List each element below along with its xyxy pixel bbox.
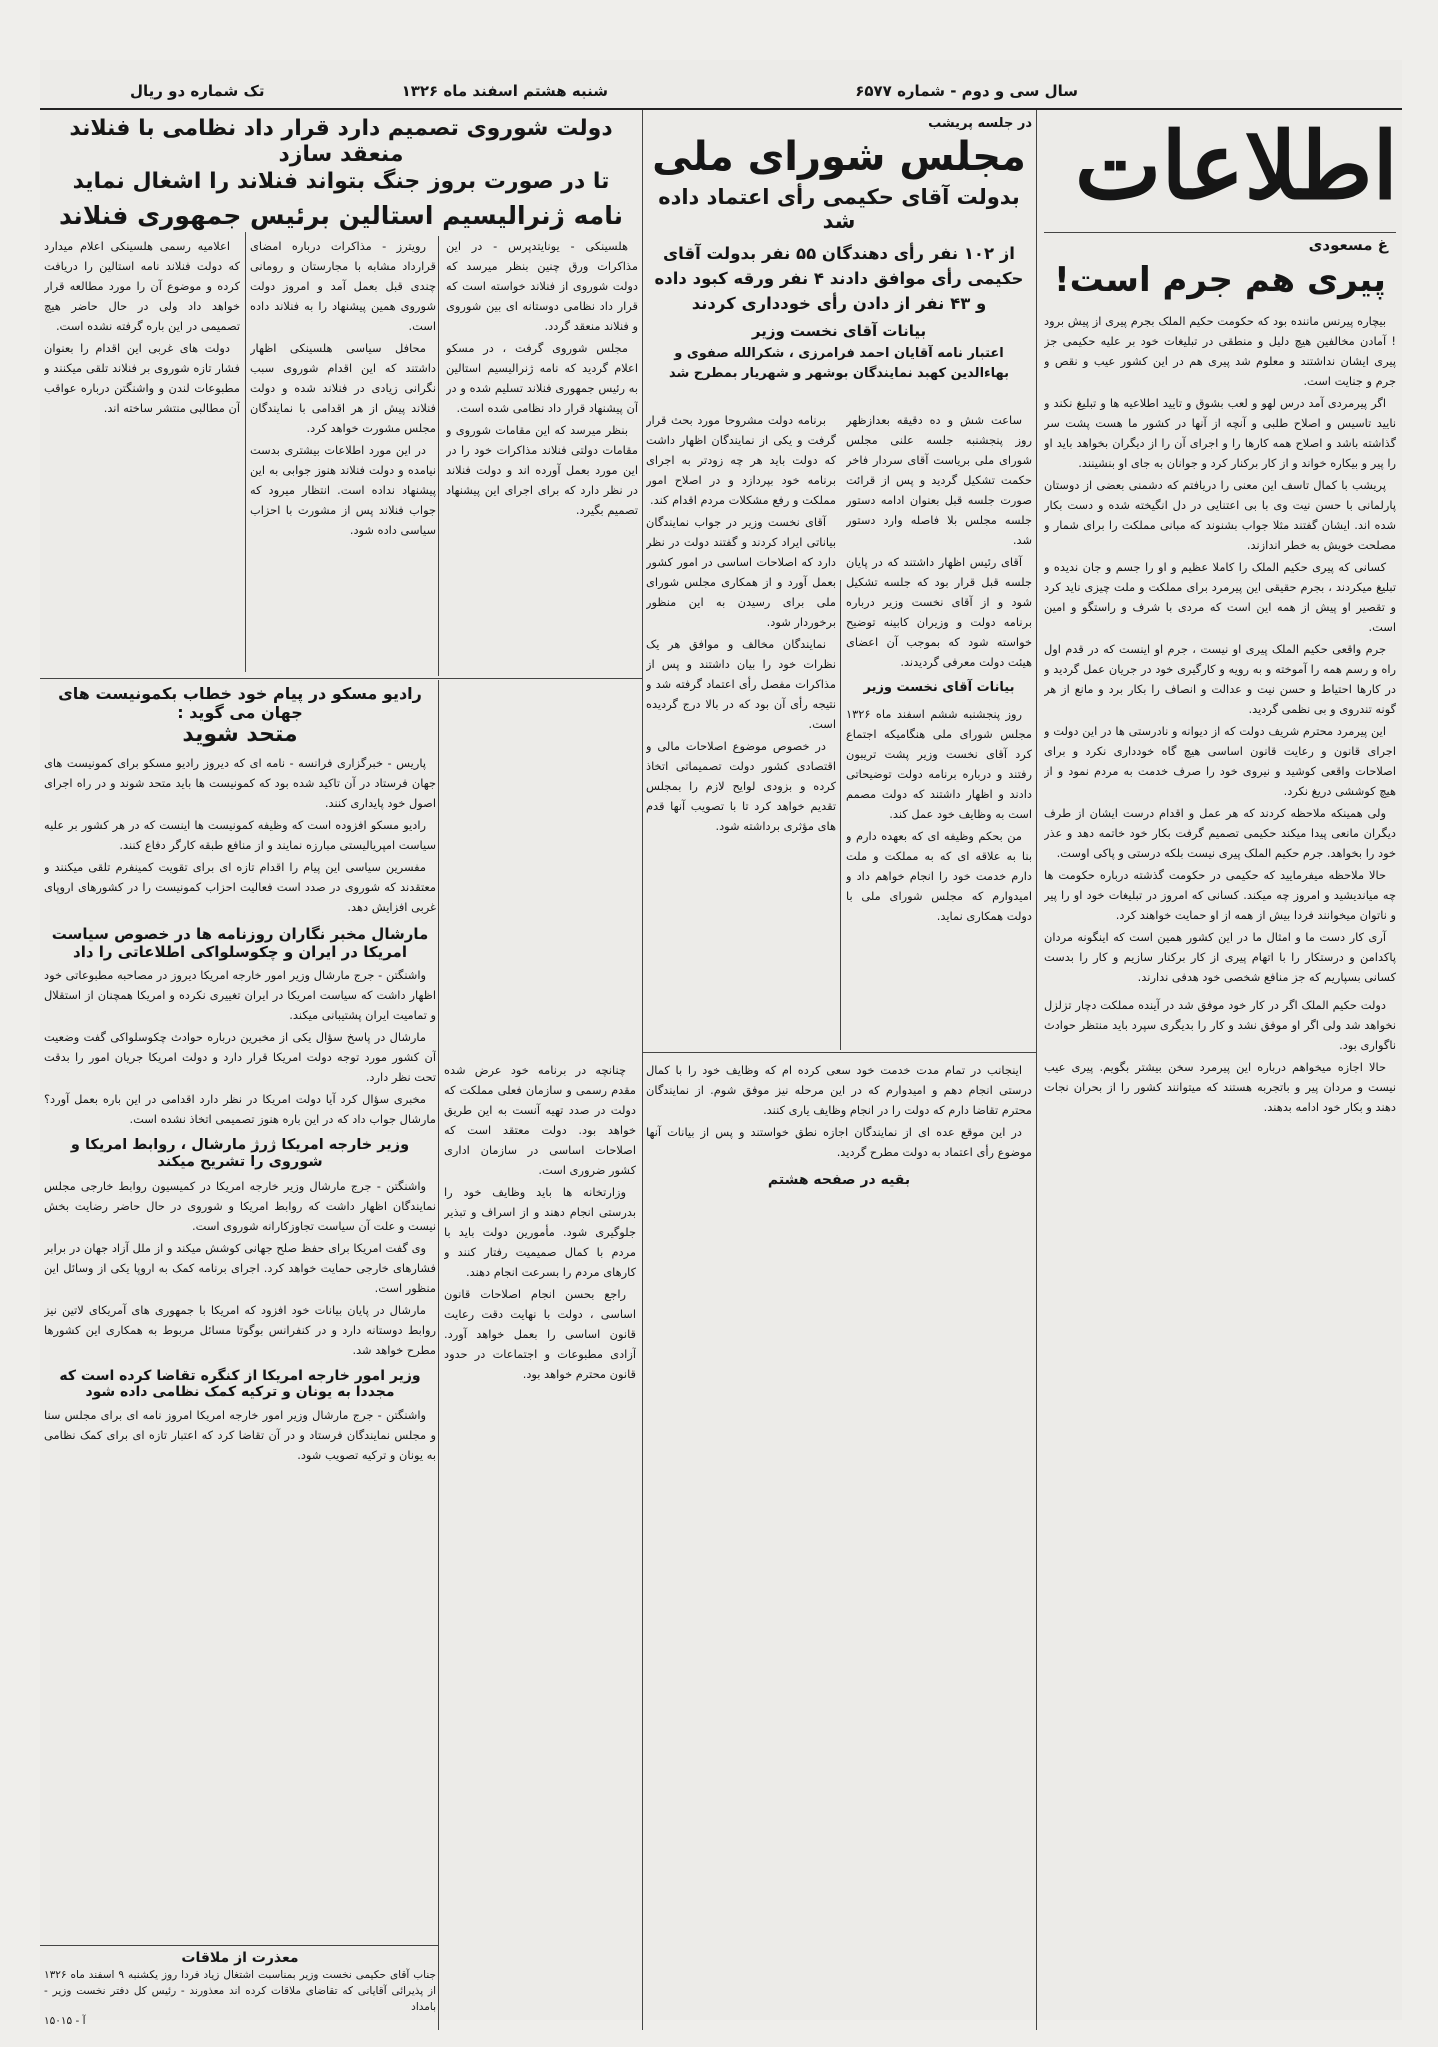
section-rule <box>40 678 642 679</box>
finland-headline <box>44 116 638 232</box>
marshall-headline-line: امریکا در ایران و چکوسلواکی اطلاعاتی را داد <box>73 942 407 961</box>
continued-note: بقیه در صفحه هشتم <box>767 1172 911 1188</box>
majlis-kicker: در جلسه پریشب <box>928 116 1032 131</box>
paragraph: دولت حکیم الملک اگر در کار خود موفق شد در آینده مملکت دچار تزلزل نخواهد شد ولی اگر او موفق نشد و کار را بدیگری سپرد باید منتظر حوادث ناگواری بود. <box>1044 997 1396 1052</box>
marshall-body <box>44 965 436 1129</box>
paragraph: وزارتخانه ها باید وظایف خود را بدرستی انجام دهند و از اسراف و تبذیر جلوگیری شود. مأمورین دولت باید با مردم با کمال صمیمیت رفتار کنند و کارهای مردم را بسرعت انجام دهند. <box>444 1185 636 1279</box>
majlis-body <box>846 410 1032 926</box>
paragraph: پاریس - خبرگزاری فرانسه - نامه ای که دیروز رادیو مسکو برای کمونیست های جهان فرستاد در آن تاکید شده بود که کمونیست ها باید متحد شوند و در راه اجرای اصول خود پایداری کنند. <box>44 755 436 810</box>
marshall-body <box>44 1176 436 1360</box>
paragraph: واشنگتن - جرج مارشال وزیر امور خارجه امریکا امروز نامه ای برای مجلس سنا و مجلس نمایندگان فرستاد و در آن تقاضا کرد که اعتبار تازه ای برای کمک نظامی به یونان و ترکیه تصویب شود. <box>44 1408 436 1463</box>
finland-col-middle <box>250 236 436 672</box>
finland-col-left <box>44 236 240 672</box>
column-rule <box>840 580 841 1050</box>
paragraph: حالا اجازه میخواهم درباره این پیرمرد سخن بیشتر بگویم. پیری عیب نیست و مردان پیر و باتجربه هستند که میتوانند کشور را از بحران نجات دهند و بکار خود ادامه بدهند. <box>1044 1059 1396 1114</box>
paragraph: واشنگتن - جرج مارشال وزیر امور خارجه امریکا دیروز در مصاحبه مطبوعاتی خود اظهار داشت که سیاست امریکا در ایران تغییری نکرده و امریکا همچنان از استقلال و تمامیت ایران پشتیبانی میکند. <box>44 967 436 1022</box>
paragraph: این پیرمرد محترم شریف دولت که از دیوانه و نادرستی ها در این دولت و اجرای قانون و رعایت قانون اساسی هیچ گاه خودداری نکرد و برای اصلاحات واقعی کوشید و نیروی خود را صرف خدمت به مردم نمود و از هیچ کوششی دریغ نکرد. <box>1044 723 1396 798</box>
paragraph: دولت های غربی این اقدام را بعنوان فشار تازه شوروی بر فنلاند تلقی میکنند و مطبوعات لندن و واشنگتن درباره عواقب آن مطالبی منتشر ساخته اند. <box>44 341 240 415</box>
marshall-headline-line: مارشال مخبر نگاران روزنامه ها در خصوص سیاست <box>51 924 429 943</box>
editorial-byline: غ مسعودی <box>1308 236 1388 254</box>
marshall-final-head: وزیر امور خارجه امریکا از کنگره تقاضا کرده است که مجددا به یونان و ترکیه کمک نظامی داده شود <box>59 1367 421 1401</box>
finland-body <box>250 236 436 540</box>
apology-notice <box>44 1950 436 2026</box>
paragraph: روز پنجشنبه ششم اسفند ماه ۱۳۲۶ مجلس شورای ملی هنگامیکه اجتماع کرد آقای نخست وزیر پشت تریبون رفتند و درباره برنامه دولت توضیحاتی دادند و اظهار داشتند که دولت مصمم است به وظایف خود عمل کند. <box>846 707 1032 821</box>
majlis-body-left <box>646 410 836 1050</box>
speech-col-center <box>646 1060 1032 2026</box>
radio-headline-line: متحد شوید <box>182 722 298 748</box>
paragraph: آقای رئیس اظهار داشتند که در پایان جلسه قبل قرار بود که جلسه تشکیل شود و از آقای نخست وزیر درباره برنامه دولت و وزیران کابینه توضیح خواسته شود که بموجب آن اعضای هیئت دولت معرفی گردیدند. <box>846 555 1032 669</box>
issue-date: شنبه هشتم اسفند ماه ۱۳۲۶ <box>401 82 608 100</box>
paragraph: محافل سیاسی هلسینکی اظهار داشتند که این اقدام شوروی سبب نگرانی زیادی در فنلاند شده و دولت فنلاند پیش از هر اقدامی با نمایندگان مجلس مشورت خواهد کرد. <box>250 341 436 435</box>
paragraph: مارشال در پاسخ سؤال یکی از مخبرین درباره حوادث چکوسلواکی گفت وضعیت آن کشور مورد توجه دولت امریکا قرار دارد و دولت امریکا جریان امور را بدقت تحت نظر دارد. <box>44 1029 436 1084</box>
paragraph: پریشب با کمال تاسف این معنی را دریافتم که دشمنی بعضی از دوستان پارلمانی با حسن نیت وی با بی اعتنایی در دل انگیخته شده و دست بکار شده اند. ایشان گفتند مثلا جواب بشنوند که مبانی مملکت را برای شمار و مصلحت خویش به خطر اندازند. <box>1044 477 1396 552</box>
finland-col-right <box>446 236 638 672</box>
paragraph: مارشال در پایان بیانات خود افزود که امریکا با جمهوری های آمریکای لاتین نیز روابط دوستانه دارد و در کنفرانس بوگوتا مسائل مربوط به همکاری این کشورها مطرح خواهد شد. <box>44 1302 436 1357</box>
vote-result-line: از ۱۰۲ نفر رأی دهندگان ۵۵ نفر بدولت آقای <box>663 244 1015 263</box>
marshall-body <box>44 1405 436 1465</box>
apology-code: آ - ۱۵۰۱۵ <box>44 2014 86 2026</box>
paragraph: حالا ملاحظه میفرمایید که حکیمی در حکومت گذشته درباره حکومت ها چه میاندیشید و امروز چه میکند. کسانی که امروز در تبلیغات خود او را پیر و ناتوان میخوانند فردا بیش از همه از او حمایت خواهند کرد. <box>1044 867 1396 922</box>
speech-body <box>444 1060 636 1384</box>
editorial-title: پیری هم جرم است! <box>1054 260 1386 300</box>
radio-headline-line: جهان می گوید : <box>177 703 303 723</box>
paragraph: مفسرین سیاسی این پیام را اقدام تازه ای برای تقویت کمینفرم تلقی میکنند و معتقدند که شوروی در صدد است فعالیت احزاب کمونیست را در کشورهای اروپای غربی افزایش دهد. <box>44 859 436 914</box>
foreign-news-column <box>44 684 436 1942</box>
section-rule <box>1044 232 1396 233</box>
masthead-logo: اطلاعات <box>1074 112 1398 220</box>
credentials-line: اعتبار نامه آقایان احمد فرامرزی ، شکرالله صفوی و بهاءالدین کهبد نمایندگان بوشهر و شهریار بمطرح شد <box>668 346 1010 381</box>
paragraph: مجلس شوروی گرفت ، در مسکو اعلام گردید که نامه ژنرالیسیم استالین به رئیس جمهوری فنلاند تسلیم شده و در آن پیشنهاد قرار داد نظامی شده است. <box>446 341 638 415</box>
majlis-body <box>646 410 836 836</box>
section-rule <box>40 1945 438 1946</box>
column-rule <box>1036 110 1037 2030</box>
editorial-foot <box>1044 995 1396 1117</box>
finland-headline-line: تا در صورت بروز جنگ بتواند فنلاند را اشغال نماید <box>72 168 610 194</box>
finland-body <box>446 236 638 520</box>
column-rule <box>438 236 439 676</box>
column-rule <box>642 110 643 2030</box>
paragraph: اگر پیرمردی آمد درس لهو و لعب بشوق و تایید اطلاعیه ها و تبلیغ نکند و نایید تاسیس و اصلاح طلبی و آنچه از آنها در کشور ما هست پشت سر گذاشته باشد و اصلاح همه کارها را و اجرای آن را از دیگران بخواهد باید او را پیر و بیکاره خواند و از کار برکنار کرد و جوانان به جای او بنشینند. <box>1044 395 1396 470</box>
column-rule <box>438 680 439 2030</box>
paragraph: من بحکم وظیفه ای که بعهده دارم و بنا به علاقه ای که به مملکت و ملت دارم خدمت خود را انجام خواهم داد و امیدوارم که مجلس شورای ملی با دولت همکاری نماید. <box>846 829 1032 923</box>
apology-text: جناب آقای حکیمی نخست وزیر بمناسبت اشتغال زیاد فردا روز یکشنبه ۹ اسفند ماه ۱۳۲۶ از پذیرائی آقایانی که تقاضای ملاقات کرده اند معذورند - رئیس کل دفتر نخست وزیر - بامداد <box>44 1968 436 2013</box>
finland-subhead: نامه ژنرالیسیم استالین برئیس جمهوری فنلاند <box>58 201 624 231</box>
majlis-body-right <box>846 410 1032 1050</box>
radio-body <box>44 753 436 917</box>
paragraph: در این مورد اطلاعات بیشتری بدست نیامده و دولت فنلاند هنوز جوابی به این پیشنهاد نداده است. انتظار میرود که جواب فنلاند پس از مشورت با احزاب سیاسی داده شود. <box>250 443 436 537</box>
paragraph: اینجانب در تمام مدت خدمت خود سعی کرده ام که وظایف خود را با کمال درستی انجام دهم و امیدوارم که در این مرحله نیز موفق شوم. از نمایندگان محترم تقاضا دارم که دولت را در انجام وظایف یاری کنند. <box>646 1063 1032 1117</box>
paragraph: آقای نخست وزیر در جواب نمایندگان بیاناتی ایراد کردند و گفتند دولت در نظر دارد که اصلاحات اساسی در امور کشور بعمل آورد و از همکاری مجلس شورای ملی برای رسیدن به این منظور برخوردار شود. <box>646 515 836 629</box>
paragraph: رویترز - مذاکرات درباره امضای قرارداد مشابه با مجارستان و رومانی چندی قبل بعمل آمد و امروز دولت شوروی همین پیشنهاد را به فنلاند داده است. <box>250 239 436 333</box>
finland-body <box>44 236 240 418</box>
paragraph: کسانی که پیری حکیم الملک را کاملا عظیم و او را جسم و جان ندیده و تبلیغ میکردند ، بجرم حقیقی این پیرمرد برای مملکت و ملت چیزی ناید کرد و تقصیر او پیش از همه این است که مردی با شرف و راستگو و امین است. <box>1044 559 1396 634</box>
paragraph: ساعت شش و ده دقیقه بعدازظهر روز پنجشنبه جلسه علنی مجلس شورای ملی بریاست آقای سردار فاخر حکمت تشکیل گردید و پس از قرائت صورت جلسه قبل بعنوان ادامه دستور جلسه مجلس بلا فاصله وارد دستور شد. <box>846 413 1032 547</box>
issue-price: تک شماره دو ریال <box>130 82 265 100</box>
paragraph: برنامه دولت مشروحا مورد بحث قرار گرفت و یکی از نمایندگان اظهار داشت که دولت باید هر چه زودتر به اجرای برنامه خود بپردازد و در اصلاح امور مملکت و رفع مشکلات مردم اقدام کند. <box>646 413 836 507</box>
editorial-column <box>1044 232 1396 2032</box>
paragraph: نمایندگان مخالف و موافق هر یک نظرات خود را بیان داشتند و پس از مذاکرات مفصل رأی اعتماد گرفته شد و نتیجه رأی آن بود که در بالا درج گردیده است. <box>646 637 836 731</box>
speech-body <box>646 1060 1032 1162</box>
paragraph: در خصوص موضوع اصلاحات مالی و اقتصادی کشور دولت تصمیماتی اتخاذ کرده و بزودی لوایح لازم را بمجلس تقدیم خواهد کرد تا با تصویب آنها قدم های مؤثری برداشته شود. <box>646 739 836 833</box>
radio-headline-line: رادیو مسکو در پیام خود خطاب بکمونیست های <box>58 684 422 703</box>
paragraph: بنظر میرسد که این مقامات شوروی و مقامات دولتی فنلاند مذاکرات خود را در این مورد بعمل آورده اند و دولت فنلاند در نظر دارد که برای اجرای این پیشنهاد تصمیم بگیرد. <box>446 423 638 517</box>
speech-head: بیانات آقای نخست وزیر <box>751 322 927 340</box>
issue-number: سال سی و دوم - شماره ۶۵۷۷ <box>855 82 1078 100</box>
majlis-subtitle: بدولت آقای حکیمی رأی اعتماد داده شد <box>658 185 1020 233</box>
paragraph: ولی همینکه ملاحظه کردند که هر عمل و اقدام درست ایشان از طرف دیگران مانعی پیدا میکند حکیمی تصمیم گرفت بکار خود خاتمه دهد و عذر خود را بخواهد. جرم حکیم الملک پیری نیست بلکه درستی و پاکی اوست. <box>1044 805 1396 860</box>
majlis-title: مجلس شورای ملی <box>652 134 1026 180</box>
paragraph: مخبری سؤال کرد آیا دولت امریکا در نظر دارد اقدامی در این باره بعمل آورد؟ مارشال جواب داد که در این باره هنوز تصمیمی اتخاذ نشده است. <box>44 1091 436 1126</box>
speech-col-right <box>444 1060 636 2026</box>
marshall-subhead: وزیر خارجه امریکا ژرژ مارشال ، روابط امریکا و شوروی را تشریح میکند <box>70 1136 410 1171</box>
editorial-body <box>1044 311 1396 987</box>
paragraph: جرم واقعی حکیم الملک پیری او نیست ، جرم او اینست که در قدم اول راه و رسم همه را آموخته و به رویه و کارگیری خود در جریان عمل گردید و در کارها احتیاط و حسن نیت و عدالت و انصاف را بکار برد و مانع از هر گونه تندروی و بی نظمی گردید. <box>1044 641 1396 716</box>
paragraph: بیچاره پیرنس ماننده بود که حکومت حکیم الملک بجرم پیری از پیش برود ! آمادن مخالفین هیچ دلیل و منطقی در تبلیغات خود بر علیه حکیمی جز پیری ایشان نداشتند و معلوم شد پیری هم در این کشور عیب و نقص و جرم و جنایت است. <box>1044 313 1396 388</box>
paragraph: چنانچه در برنامه خود عرض شده مقدم رسمی و سازمان فعلی مملکت که دولت در صدد تهیه آنست به این طریق خواهد بود. دولت معتقد است که اصلاحات اساسی در سازمان اداری کشور ضروری است. <box>444 1063 636 1177</box>
column-rule <box>245 232 246 672</box>
paragraph: آری کار دست ما و امثال ما در این کشور همین است که اینگونه مردان پاکدامن و درستکار را با اتهام پیری از کار برکنار سازیم و کار را بدست کسانی بسپاریم که جز منافع شخصی خود هدفی ندارند. <box>1044 929 1396 984</box>
paragraph: وی گفت امریکا برای حفظ صلح جهانی کوشش میکند و از ملل آزاد جهان در برابر فشارهای خارجی حمایت خواهد کرد. اجرای برنامه کمک به اروپا یکی از وسائل این منظور است. <box>44 1240 436 1295</box>
paragraph: در این موقع عده ای از نمایندگان اجازه نطق خواستند و پس از بیانات آنها موضوع رأی اعتماد به دولت مطرح گردید. <box>646 1125 1032 1159</box>
vote-result-line: و ۴۳ نفر از دادن رأی خودداری کردند <box>691 294 987 313</box>
section-rule <box>642 1052 1036 1053</box>
paragraph: هلسینکی - یونایتدپرس - در این مذاکرات ورق چنین بنظر میرسد که دولت شوروی از فنلاند خواسته است که قرار داد نظامی دوستانه ای بین شوروی و فنلاند منعقد گردد. <box>446 239 638 333</box>
paragraph: واشنگتن - جرج مارشال وزیر خارجه امریکا در کمیسیون روابط خارجی مجلس نمایندگان اظهار داشت که روابط امریکا و شوروی در حال حاضر رضایت بخش نیست و علت آن سیاست تجاوزکارانه شوروی است. <box>44 1178 436 1233</box>
vote-result-line: حکیمی رأی موافق دادند ۴ نفر ورقه کبود داده <box>654 269 1024 288</box>
continued-head: بیانات آقای نخست وزیر <box>863 680 1015 695</box>
apology-title: معذرت از ملاقات <box>181 1950 299 1966</box>
paragraph: راجع بحسن انجام اصلاحات قانون اساسی ، دولت با نهایت دقت رعایت قانون اساسی را بعمل خواهد آورد. آزادی مطبوعات و اجتماعات در حدود قانون محترم خواهد بود. <box>444 1287 636 1381</box>
paragraph: اعلامیه رسمی هلسینکی اعلام میدارد که دولت فنلاند نامه استالین را دریافت کرده و موضوع آن را مورد مطالعه قرار خواهد داد ولی در حال حاضر هیچ تصمیمی در این باره گرفته نشده است. <box>44 239 240 333</box>
finland-headline-line: دولت شوروی تصمیم دارد قرار داد نظامی با فنلاند منعقد سازد <box>69 116 613 168</box>
paragraph: رادیو مسکو افزوده است که وظیفه کمونیست ها اینست که در هر کشور بر علیه سیاست امپریالیستی مبارزه نمایند و از منافع طبقه کارگر دفاع کنند. <box>44 817 436 852</box>
